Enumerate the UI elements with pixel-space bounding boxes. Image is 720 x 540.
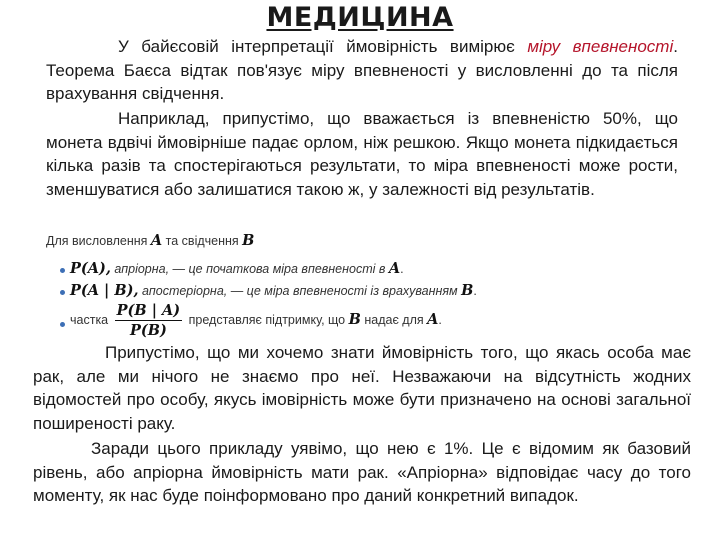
symbol-a: A — [427, 310, 439, 328]
symbol-b: B — [461, 282, 474, 299]
paragraph-bayesian-interpretation — [46, 35, 678, 106]
paragraph-base-rate — [33, 437, 691, 508]
prior-text: апріорна, — це початкова міра впевненості в — [114, 262, 386, 276]
bullet-icon — [60, 290, 65, 295]
fraction-numerator: P(B | A) — [116, 302, 181, 319]
bayes-and-text: та свідчення — [165, 234, 239, 248]
bayes-item-posterior — [70, 282, 477, 299]
prior-tail: . — [400, 262, 404, 276]
para1-text-start: У байєсовій інтерпретації ймовірність вимірює — [118, 37, 528, 56]
posterior-text: апостеріорна, — це міра впевненості із врахуванням — [142, 284, 458, 298]
bullet-icon — [60, 322, 65, 327]
paragraph-cancer-question — [33, 341, 691, 435]
ratio-fraction — [115, 302, 183, 339]
ratio-tail: . — [438, 312, 442, 327]
bayes-intro — [46, 232, 254, 249]
posterior-tail: . — [473, 284, 477, 298]
bayes-item-prior — [70, 260, 404, 277]
para4-text: Заради цього прикладу уявімо, що нею є 1%. Це є відомим як базовий рівень, або апріорна ймовірність мати рак. «Апріорна» відповідає часу до того моменту, як нас буде поінформовано про даний конкретний випадок. — [33, 439, 691, 505]
ratio-text: представляє підтримку, що — [188, 312, 346, 327]
paragraph-coin-example — [46, 107, 678, 201]
prior-math: P(A), — [70, 260, 111, 277]
bayes-item-ratio — [70, 302, 442, 339]
para2-text: Наприклад, припустімо, що вважається із впевненістю 50%, що монета вдвічі ймовірніше падає орлом, ніж решкою. Якщо монета підкидається кілька разів та спостерігаються результати, то міра впевненості може рости, зменшуватися або залишатися такою ж, у залежності від результатів. — [46, 109, 678, 199]
para1-text-end: . Теорема Баєса відтак пов'язує міру впевненості у висловленні до та після врахування свідчення. — [46, 37, 678, 103]
fraction-denominator: P(B) — [129, 322, 167, 339]
posterior-math: P(A | B), — [70, 282, 139, 299]
symbol-b: B — [242, 232, 255, 249]
bullet-icon — [60, 268, 65, 273]
symbol-a: A — [150, 232, 163, 249]
ratio-prefix: частка — [70, 312, 109, 327]
ratio-mid: надає для — [364, 312, 424, 327]
symbol-b: B — [348, 310, 361, 328]
bayes-intro-text: Для висловлення — [46, 234, 148, 248]
highlighted-term: міру впевненості — [527, 37, 674, 56]
symbol-a: A — [388, 260, 401, 277]
para3-text: Припустімо, що ми хочемо знати ймовірність того, що якась особа має рак, але ми нічого не знаємо про неї. Незважаючи на відсутність жодних відомостей про особу, якусь імовірність може бути призначено на основі загальної поширеності раку. — [33, 343, 691, 433]
page-title: МЕДИЦИНА — [266, 2, 454, 33]
